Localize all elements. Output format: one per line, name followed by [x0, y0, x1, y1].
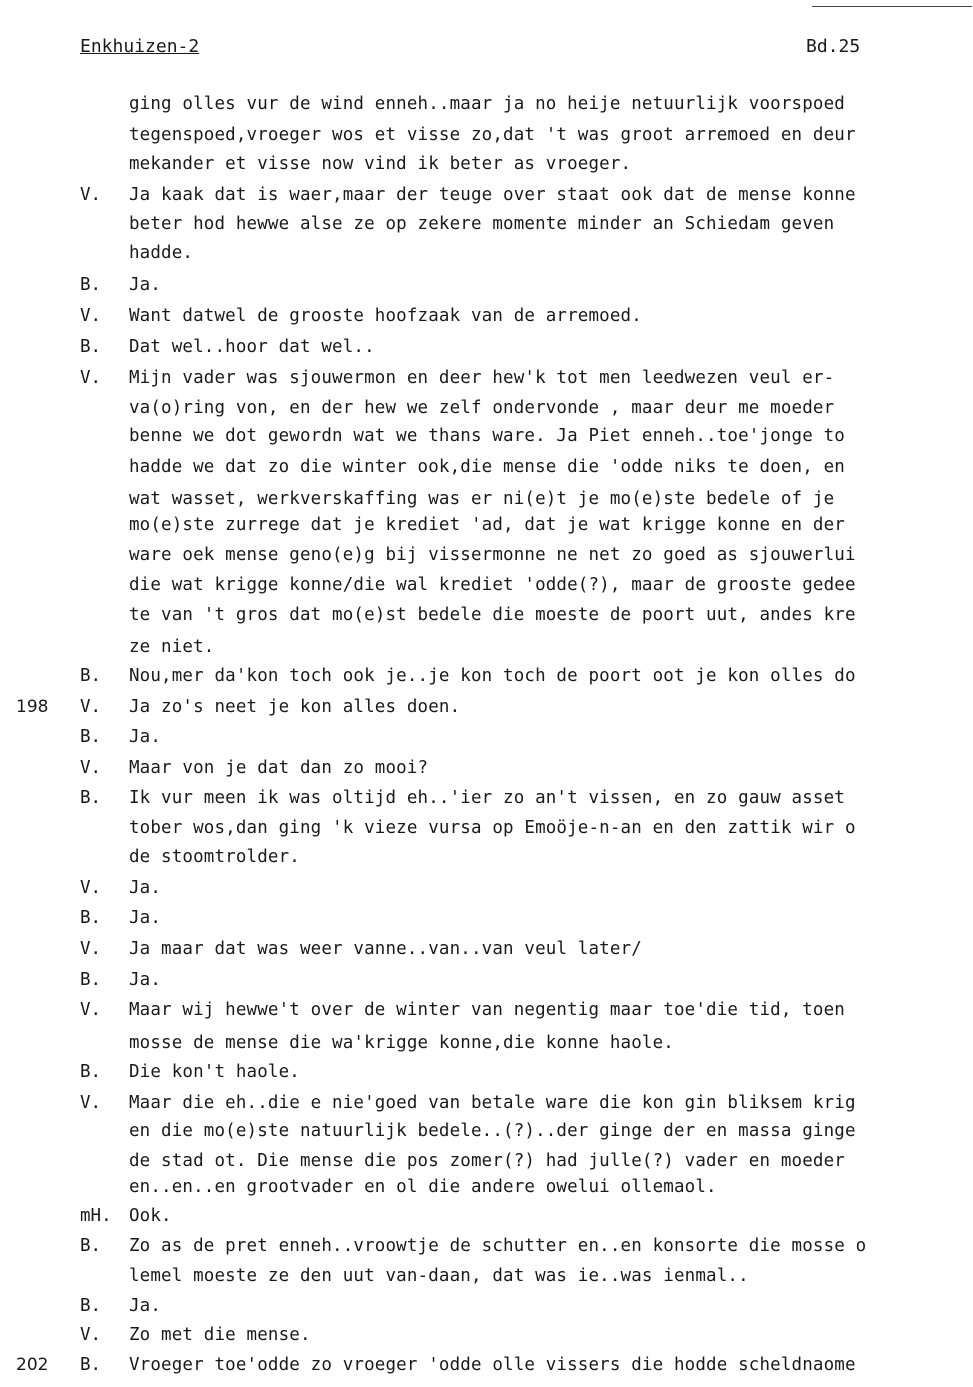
line-text: de stad ot. Die mense die pos zomer(?) had julle(?) vader en moeder: [129, 1151, 845, 1171]
line-text: Ja.: [129, 727, 162, 747]
speaker-label: B.: [80, 1355, 102, 1375]
transcript-line: [0, 1121, 973, 1151]
transcript-line: [0, 515, 973, 545]
line-text: Maar wij hewwe't over de winter van negentig maar toe'die tid, toen: [129, 1000, 845, 1020]
speaker-label: B.: [80, 275, 102, 295]
speaker-label: V.: [80, 185, 102, 205]
header-rule: [812, 6, 972, 7]
document-title: Enkhuizen-2: [80, 36, 200, 57]
line-text: Ja.: [129, 908, 162, 928]
line-text: Maar von je dat dan zo mooi?: [129, 758, 429, 778]
speaker-label: V.: [80, 758, 102, 778]
speaker-label: V.: [80, 878, 102, 898]
transcript-line: [0, 1062, 973, 1092]
line-text: mekander et visse now vind ik beter as vroeger.: [129, 154, 632, 174]
line-text: benne we dot gewordn wat we thans ware. Ja Piet enneh..toe'jonge to: [129, 426, 845, 446]
speaker-label: B.: [80, 970, 102, 990]
transcript-line: [0, 426, 973, 456]
speaker-label: B.: [80, 337, 102, 357]
line-text: tober wos,dan ging 'k vieze vursa op Emoöje-n-an en den zattik wir o: [129, 818, 856, 838]
line-text: ging olles vur de wind enneh..maar ja no heije netuurlijk voorspoed: [129, 94, 845, 114]
line-text: ware oek mense geno(e)g bij vissermonne ne net zo goed as sjouwerlui: [129, 545, 856, 565]
line-text: Dat wel..hoor dat wel..: [129, 337, 375, 357]
speaker-label: V.: [80, 939, 102, 959]
transcript-line: [0, 727, 973, 757]
transcript-line: [0, 908, 973, 938]
speaker-label: mH.: [80, 1206, 112, 1226]
speaker-label: B.: [80, 727, 102, 747]
line-text: mosse de mense die wa'krigge konne,die konne haole.: [129, 1033, 674, 1053]
transcript-line: [0, 94, 973, 124]
transcript-line: [0, 878, 973, 908]
transcript-line: [0, 847, 973, 877]
transcript-line: [0, 398, 973, 428]
line-text: Zo met die mense.: [129, 1325, 311, 1345]
line-text: wat wasset, werkverskaffing was er ni(e)t je mo(e)ste bedele of je: [129, 489, 835, 509]
line-number: 202: [16, 1355, 49, 1375]
line-text: hadde.: [129, 243, 194, 263]
transcript-line: [0, 666, 973, 696]
line-text: Ook.: [129, 1206, 172, 1226]
speaker-label: B.: [80, 908, 102, 928]
line-text: Die kon't haole.: [129, 1062, 300, 1082]
transcript-line: [0, 1325, 973, 1355]
transcript-line: [0, 1093, 973, 1123]
transcript-line: [0, 788, 973, 818]
line-text: mo(e)ste zurrege dat je krediet 'ad, dat je wat krigge konne en der: [129, 515, 845, 535]
transcript-line: [0, 637, 973, 667]
speaker-label: B.: [80, 788, 102, 808]
line-text: en..en..en grootvader en ol die andere owelui ollemaol.: [129, 1177, 717, 1197]
transcript-line: [0, 214, 973, 244]
line-text: Maar die eh..die e nie'goed van betale ware die kon gin bliksem krig: [129, 1093, 856, 1113]
line-text: Ja.: [129, 275, 162, 295]
line-text: hadde we dat zo die winter ook,die mense die 'odde niks te doen, en: [129, 457, 845, 477]
line-text: Mijn vader was sjouwermon en deer hew'k tot men leedwezen veul er-: [129, 368, 835, 388]
transcript-line: [0, 1177, 973, 1207]
transcript-line: [0, 306, 973, 336]
transcript-line: [0, 697, 973, 727]
line-text: ze niet.: [129, 637, 215, 657]
transcript-line: [0, 337, 973, 367]
line-text: Ja kaak dat is waer,maar der teuge over staat ook dat de mense konne: [129, 185, 856, 205]
speaker-label: V.: [80, 1325, 102, 1345]
transcript-line: [0, 1236, 973, 1266]
line-text: beter hod hewwe alse ze op zekere momente minder an Schiedam geven: [129, 214, 835, 234]
transcript-line: [0, 243, 973, 273]
transcript-line: [0, 1296, 973, 1326]
line-text: lemel moeste ze den uut van-daan, dat was ie..was ienmal..: [129, 1266, 749, 1286]
transcript-line: [0, 275, 973, 305]
speaker-label: V.: [80, 1093, 102, 1113]
line-number: 198: [16, 697, 49, 717]
line-text: Vroeger toe'odde zo vroeger 'odde olle vissers die hodde scheldnaome: [129, 1355, 856, 1375]
speaker-label: B.: [80, 1296, 102, 1316]
page-number: Bd.25: [806, 36, 861, 57]
transcript-line: [0, 1266, 973, 1296]
transcript-line: [0, 185, 973, 215]
speaker-label: V.: [80, 1000, 102, 1020]
transcript-line: [0, 939, 973, 969]
line-text: de stoomtrolder.: [129, 847, 300, 867]
speaker-label: V.: [80, 306, 102, 326]
transcript-line: [0, 818, 973, 848]
line-text: Ja.: [129, 1296, 162, 1316]
speaker-label: B.: [80, 666, 102, 686]
speaker-label: V.: [80, 697, 102, 717]
transcript-line: [0, 1206, 973, 1236]
transcript-line: [0, 154, 973, 184]
line-text: va(o)ring von, en der hew we zelf ondervonde , maar deur me moeder: [129, 398, 835, 418]
transcript-line: [0, 605, 973, 635]
transcript-line: [0, 1355, 973, 1385]
line-text: Want datwel de grooste hoofzaak van de arremoed.: [129, 306, 642, 326]
line-text: Nou,mer da'kon toch ook je..je kon toch de poort oot je kon olles do: [129, 666, 856, 686]
transcript-line: [0, 758, 973, 788]
transcript-line: [0, 970, 973, 1000]
transcript-line: [0, 125, 973, 155]
line-text: Zo as de pret enneh..vroowtje de schutter en..en konsorte die mosse o: [129, 1236, 867, 1256]
transcript-line: [0, 1000, 973, 1030]
line-text: Ja.: [129, 970, 162, 990]
transcript-line: [0, 545, 973, 575]
transcript-line: [0, 575, 973, 605]
line-text: Ja maar dat was weer vanne..van..van veul later/: [129, 939, 642, 959]
transcript-line: [0, 368, 973, 398]
line-text: Ja.: [129, 878, 162, 898]
transcript-line: [0, 457, 973, 487]
line-text: tegenspoed,vroeger wos et visse zo,dat 't was groot arremoed en deur: [129, 125, 856, 145]
line-text: Ik vur meen ik was oltijd eh..'ier zo an't vissen, en zo gauw asset: [129, 788, 845, 808]
line-text: en die mo(e)ste natuurlijk bedele..(?)..der ginge der en massa ginge: [129, 1121, 856, 1141]
speaker-label: B.: [80, 1236, 102, 1256]
transcript-line: [0, 1033, 973, 1063]
speaker-label: V.: [80, 368, 102, 388]
speaker-label: B.: [80, 1062, 102, 1082]
line-text: Ja zo's neet je kon alles doen.: [129, 697, 461, 717]
line-text: die wat krigge konne/die wal krediet 'odde(?), maar de grooste gedee: [129, 575, 856, 595]
line-text: te van 't gros dat mo(e)st bedele die moeste de poort uut, andes kre: [129, 605, 856, 625]
